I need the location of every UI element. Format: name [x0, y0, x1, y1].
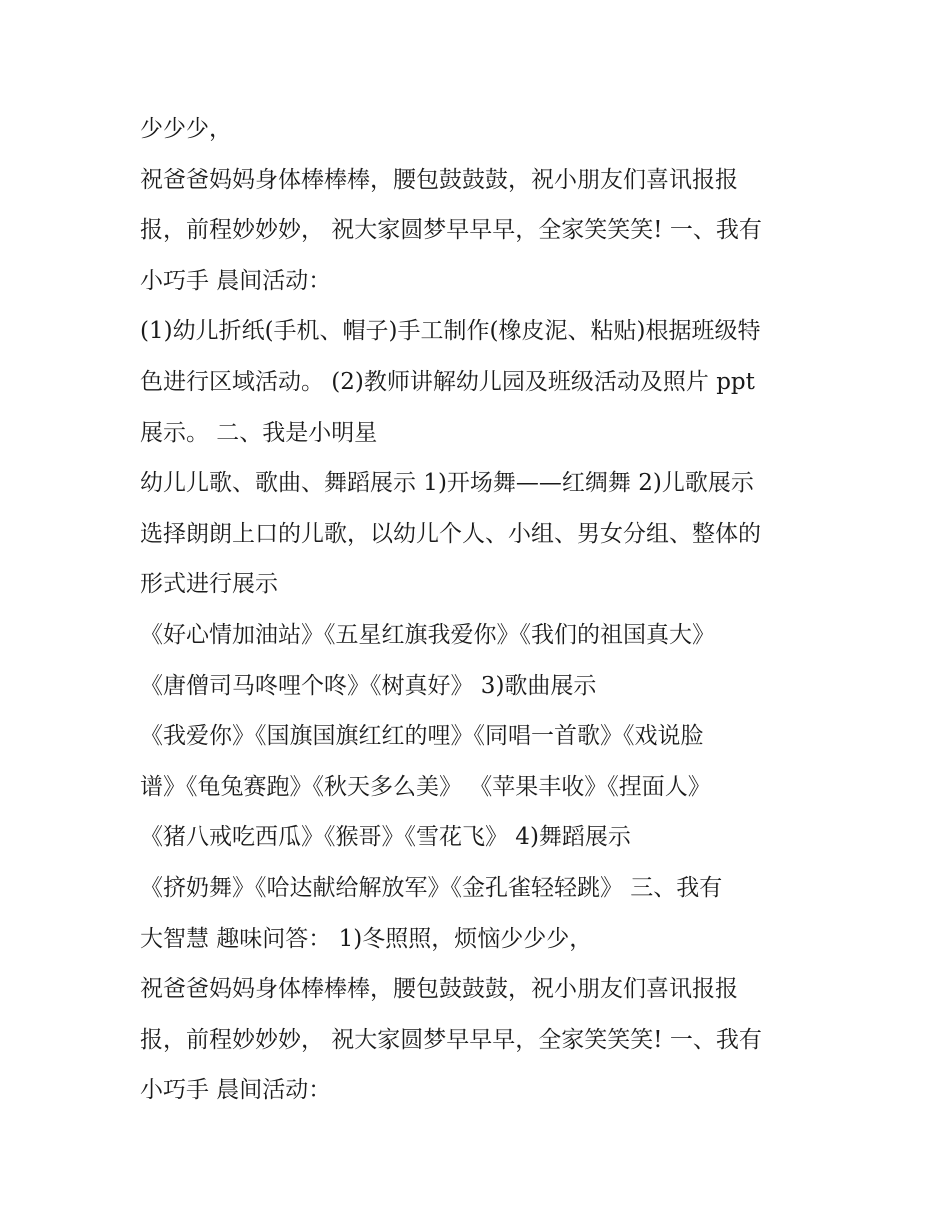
- text-line: 《挤奶舞》《哈达献给解放军》《金孔雀轻轻跳》 三、我有: [140, 874, 723, 901]
- text-line: 幼儿儿歌、歌曲、舞蹈展示 1)开场舞——红绸舞 2)儿歌展示: [140, 470, 754, 497]
- text-line: 祝爸爸妈妈身体棒棒棒，腰包鼓鼓鼓，祝小朋友们喜讯报报: [140, 976, 738, 1003]
- text-line: 《猪八戒吃西瓜》《猴哥》《雪花飞》 4)舞蹈展示: [140, 824, 631, 851]
- text-line: 祝爸爸妈妈身体棒棒棒，腰包鼓鼓鼓，祝小朋友们喜讯报报: [140, 166, 738, 193]
- text-line: 展示。 二、我是小明星: [140, 419, 378, 446]
- text-line: 《我爱你》《国旗国旗红红的哩》《同唱一首歌》《戏说脸: [140, 723, 704, 750]
- text-line: 选择朗朗上口的儿歌，以幼儿个人、小组、男女分组、整体的: [140, 520, 761, 547]
- text-line: 形式进行展示: [140, 571, 278, 598]
- text-line: 少少少，: [140, 116, 232, 142]
- text-line: 报，前程妙妙妙， 祝大家圆梦早早早，全家笑笑笑! 一、我有: [140, 1026, 762, 1053]
- text-line: 《唐僧司马咚哩个咚》《树真好》 3)歌曲展示: [140, 672, 597, 699]
- text-line: 小巧手 晨间活动：: [140, 1077, 332, 1104]
- text-line: 《好心情加油站》《五星红旗我爱你》《我们的祖国真大》: [140, 621, 715, 648]
- text-line: 大智慧 趣味问答： 1)冬照照，烦恼少少少，: [140, 925, 593, 952]
- text-line: 谱》《龟兔赛跑》《秋天多么美》 《苹果丰收》《捏面人》: [140, 773, 711, 800]
- text-line: (1)幼儿折纸(手机、帽子)手工制作(橡皮泥、粘贴)根据班级特: [140, 318, 761, 345]
- document-body: [140, 104, 830, 1116]
- text-line: 色进行区域活动。 (2)教师讲解幼儿园及班级活动及照片 ppt: [140, 368, 755, 395]
- text-line: 报，前程妙妙妙， 祝大家圆梦早早早，全家笑笑笑! 一、我有: [140, 217, 762, 244]
- text-line: 小巧手 晨间活动：: [140, 267, 332, 294]
